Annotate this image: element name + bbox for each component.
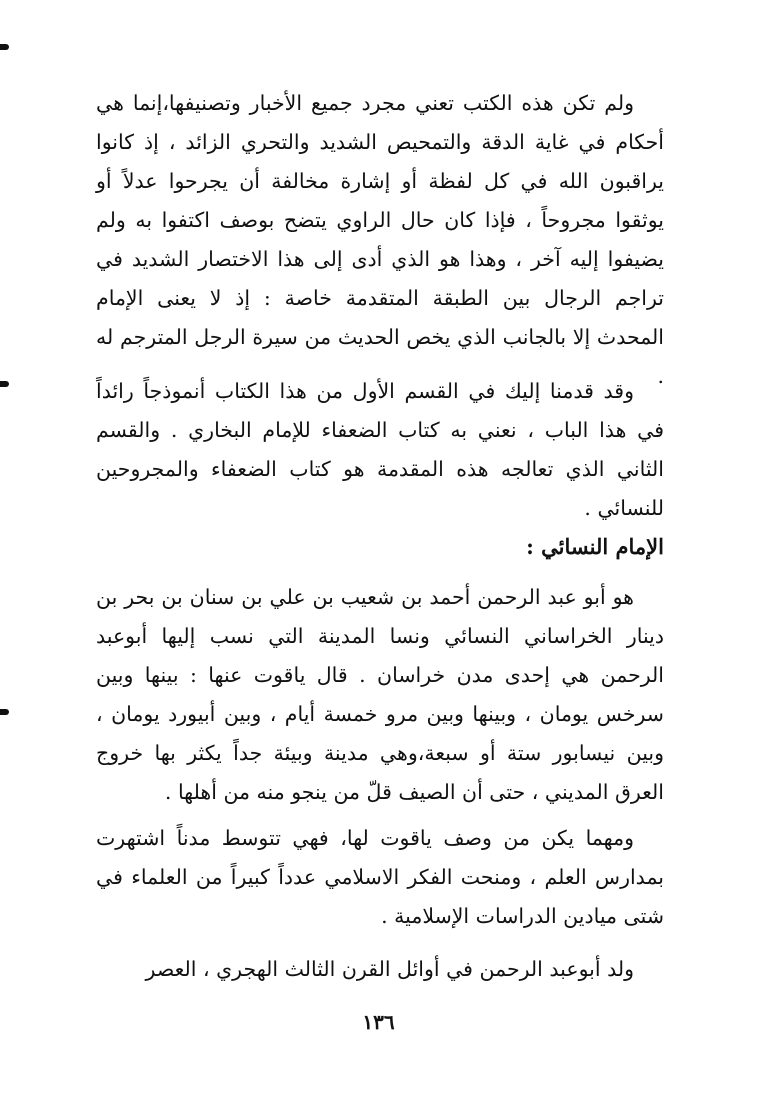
section-heading: الإمام النسائي : xyxy=(526,534,664,559)
paragraph-hadith-criticism: ولم تكن هذه الكتب تعني مجرد جميع الأخبار وتصنيفها،إنما هي أحكام في غاية الدقة والتمحيص الشديد والتحري الزائد ، إذ كانوا يراقبون الله في كل لفظة أو إشارة مخالفة أن يجرحوا عدلاً أو يوثقوا مجروحاً ، فإذا كان حال الراوي يتضح بوصف اكتفوا به ولم يضيفوا إليه آخر ، وهذا هو الذي أدى إلى هذا الاختصار الشديد في تراجم الرجال بين الطبقة المتقدمة خاصة : إذ لا يعنى الإمام المحدث إلا بالجانب الذي يخص الحديث من سيرة الرجل المترجم له . xyxy=(96,91,664,388)
paragraph-birth: ولد أبوعبد الرحمن في أوائل القرن الثالث الهجري ، العصر xyxy=(145,957,634,981)
page-edge-mark xyxy=(0,381,9,387)
page-number: ١٣٦ xyxy=(362,1010,395,1034)
paragraph-biography: هو أبو عبد الرحمن أحمد بن شعيب بن علي بن سنان بن بحر بن دينار الخراساني النسائي ونسا المدينة التي نسب إليها أبوعبد الرحمن هي إحدى مدن خراسان . قال ياقوت عنها : بينها وبين سرخس يومان ، وبينها وبين مرو خمسة أيام ، وبين أبيورد يومان ، وبين نيسابور ستة أو سبعة،وهي مدينة وبيئة جداً يكثر بها خروج العرق المديني ، حتى أن الصيف قلّ من ينجو منه من أهلها . xyxy=(96,585,664,804)
page-edge-mark xyxy=(0,44,9,50)
paragraph-book-sections: وقد قدمنا إليك في القسم الأول من هذا الكتاب أنموذجاً رائداً في هذا الباب ، نعني به كتاب الضعفاء للإمام البخاري . والقسم الثاني الذي تعالجه هذه المقدمة هو كتاب الضعفاء والمجروحين للنسائي . xyxy=(96,379,664,520)
paragraph-nasa-city: ومهما يكن من وصف ياقوت لها، فهي تتوسط مدناً اشتهرت بمدارس العلم ، ومنحت الفكر الاسلامي عدداً كبيراً من العلماء في شتى ميادين الدراسات الإسلامية . xyxy=(96,826,664,928)
page-edge-mark xyxy=(0,709,9,715)
